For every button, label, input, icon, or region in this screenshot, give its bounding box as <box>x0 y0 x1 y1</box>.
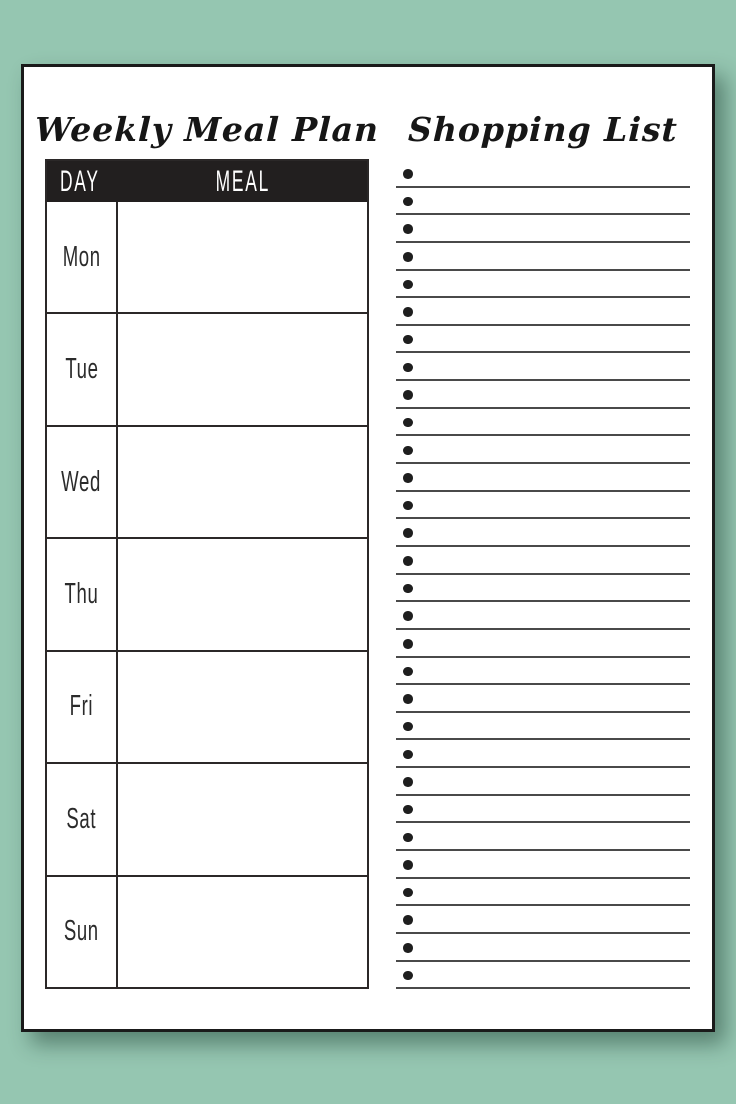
meal-row-wed <box>47 425 367 537</box>
bullet-dot-icon <box>403 252 413 262</box>
shopping-list-line <box>396 602 690 630</box>
shopping-list-line <box>396 381 690 409</box>
shopping-list-line <box>396 243 690 271</box>
shopping-list-line <box>396 160 690 188</box>
bullet-dot-icon <box>403 197 413 207</box>
meal-entry-thu <box>118 539 367 649</box>
bullet-dot-icon <box>403 639 413 649</box>
shopping-list-line <box>396 685 690 713</box>
shopping-list-line <box>396 547 690 575</box>
day-label-text: Mon <box>62 240 101 273</box>
meal-column-header-label: MEAL <box>215 164 270 198</box>
shopping-list-line <box>396 436 690 464</box>
meal-row-sun <box>47 875 367 987</box>
meal-row-tue <box>47 312 367 424</box>
day-label-fri <box>47 652 118 762</box>
meal-table-header <box>47 161 367 202</box>
bullet-dot-icon <box>403 584 413 594</box>
bullet-dot-icon <box>403 390 413 400</box>
shopping-list-line <box>396 519 690 547</box>
shopping-list-line <box>396 575 690 603</box>
bullet-dot-icon <box>403 805 413 815</box>
meal-entry-fri <box>118 652 367 762</box>
bullet-dot-icon <box>403 777 413 787</box>
bullet-dot-icon <box>403 224 413 234</box>
shopping-list-line <box>396 962 690 990</box>
bullet-dot-icon <box>403 860 413 870</box>
meal-entry-tue <box>118 314 367 424</box>
shopping-list-line <box>396 298 690 326</box>
shopping-list-title: Shopping List <box>407 109 679 149</box>
shopping-list-line <box>396 215 690 243</box>
meal-entry-wed <box>118 427 367 537</box>
shopping-list-line <box>396 630 690 658</box>
meal-plan-table <box>45 159 369 989</box>
meal-plan-title: Weekly Meal Plan <box>34 109 380 149</box>
meal-row-thu <box>47 537 367 649</box>
shopping-list-line <box>396 851 690 879</box>
bullet-dot-icon <box>403 971 413 981</box>
bullet-dot-icon <box>403 501 413 511</box>
day-label-text: Thu <box>64 577 99 610</box>
bullet-dot-icon <box>403 556 413 566</box>
day-label-text: Sun <box>64 915 99 948</box>
bullet-dot-icon <box>403 667 413 677</box>
day-label-thu <box>47 539 118 649</box>
bullet-dot-icon <box>403 750 413 760</box>
day-column-header-label: DAY <box>60 164 100 198</box>
meal-entry-mon <box>118 202 367 312</box>
bullet-dot-icon <box>403 915 413 925</box>
bullet-dot-icon <box>403 307 413 317</box>
bullet-dot-icon <box>403 363 413 373</box>
shopping-list-line <box>396 188 690 216</box>
bullet-dot-icon <box>403 335 413 345</box>
meal-row-fri <box>47 650 367 762</box>
shopping-list-line <box>396 353 690 381</box>
shopping-list-line <box>396 326 690 354</box>
meal-row-mon <box>47 202 367 312</box>
planner-page <box>21 64 715 1032</box>
day-label-sat <box>47 764 118 874</box>
day-label-text: Fri <box>69 690 94 723</box>
bullet-dot-icon <box>403 722 413 732</box>
day-label-text: Tue <box>64 353 99 386</box>
day-label-mon <box>47 202 118 312</box>
bullet-dot-icon <box>403 611 413 621</box>
shopping-list-line <box>396 713 690 741</box>
bullet-dot-icon <box>403 418 413 428</box>
day-label-wed <box>47 427 118 537</box>
day-label-text: Wed <box>61 465 102 498</box>
bullet-dot-icon <box>403 943 413 953</box>
shopping-list-line <box>396 658 690 686</box>
day-label-tue <box>47 314 118 424</box>
meal-row-sat <box>47 762 367 874</box>
shopping-list-line <box>396 409 690 437</box>
shopping-list-line <box>396 879 690 907</box>
bullet-dot-icon <box>403 833 413 843</box>
bullet-dot-icon <box>403 694 413 704</box>
meal-entry-sat <box>118 764 367 874</box>
bullet-dot-icon <box>403 280 413 290</box>
bullet-dot-icon <box>403 169 413 179</box>
day-label-sun <box>47 877 118 987</box>
meal-entry-sun <box>118 877 367 987</box>
bullet-dot-icon <box>403 528 413 538</box>
shopping-list-line <box>396 934 690 962</box>
shopping-list-line <box>396 464 690 492</box>
meal-table-body <box>47 202 367 987</box>
shopping-list-line <box>396 740 690 768</box>
bullet-dot-icon <box>403 473 413 483</box>
bullet-dot-icon <box>403 446 413 456</box>
shopping-list-line <box>396 906 690 934</box>
shopping-list-line <box>396 271 690 299</box>
meal-column-header <box>118 164 367 198</box>
shopping-list <box>396 160 690 989</box>
shopping-list-line <box>396 796 690 824</box>
bullet-dot-icon <box>403 888 413 898</box>
shopping-list-line <box>396 768 690 796</box>
shopping-list-line <box>396 492 690 520</box>
day-label-text: Sat <box>66 802 97 835</box>
shopping-list-line <box>396 823 690 851</box>
day-column-header <box>47 164 118 198</box>
